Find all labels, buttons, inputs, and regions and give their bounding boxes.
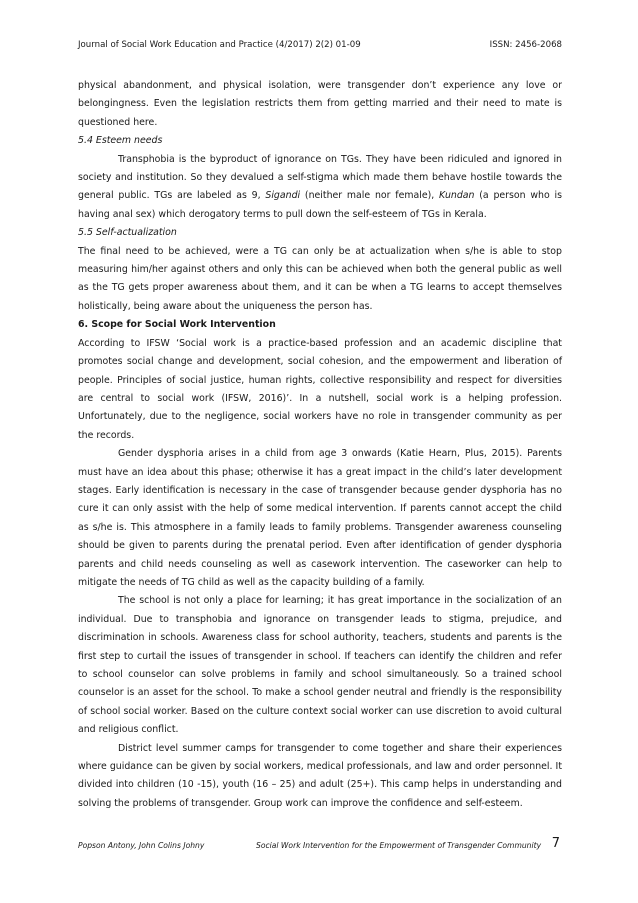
page-header: [78, 40, 562, 54]
footer-title: Social Work Intervention for the Empowerment of Transgender Community: [256, 841, 542, 850]
paragraph-esteem-needs: [78, 151, 562, 225]
footer-authors: Popson Antony, John Colins Johny: [78, 841, 205, 850]
paragraph-self-actualization: The final need to be achieved, were a TG can only be at actualization when s/he is able to stop measuring him/her against others and only this can be achieved when both the general public as well as the TG gets proper awareness about them, and it can be when a TG learns to accept themselves holistically, being aware about the uniqueness the person has.: [78, 245, 562, 312]
subheading-esteem-needs: 5.4 Esteem needs: [78, 135, 163, 147]
text-segment: Transphobia is the byproduct of ignorance on TGs. They have been ridiculed and ignored in society and institution. So they devalued a self-stigma which made them behave hostile towards the general public. TGs are labeled as 9,: [78, 153, 562, 202]
paragraph-summer-camps: District level summer camps for transgender to come together and share their experiences where guidance can be given by social workers, medical professionals, and law and order personnel. It divided into children (10 -15), youth (16 – 25) and adult (25+). This camp helps in understanding and solving the problems of transgender. Group work can improve the confidence and self-esteem.: [78, 742, 562, 809]
paragraph-school: The school is not only a place for learning; it has great importance in the socialization of an individual. Due to transphobia and ignorance on transgender leads to stigma, prejudice, and discrimination in schools. Awareness class for school authority, teachers, students and parents is the first step to curtail the issues of transgender in school. If teachers can identify the children and refer to school counselor can solve problems in family and school simultaneously. So a trained school counselor is an asset for the school. To make a school gender neutral and friendly is the responsibility of school social worker. Based on the culture context social worker can use discretion to avoid cultural and religious conflict.: [78, 595, 562, 736]
paragraph-gender-dysphoria: Gender dysphoria arises in a child from age 3 onwards (Katie Hearn, Plus, 2015). Parents must have an idea about this phase; otherwise it has a great impact in the child’s later development stages. Early identification is necessary in the case of transgender because gender dysphoria has no cure it can only assist with the help of some medical intervention. If parents cannot accept the child as s/he is. This atmosphere in a family leads to family problems. Transgender awareness counseling should be given to parents during the prenatal period. Even after identification of gender dysphoria parents and child needs counseling as well as casework intervention. The caseworker can help to mitigate the needs of TG child as well as the capacity building of a family.: [78, 448, 562, 588]
term-kundan: Kundan: [439, 190, 475, 202]
text-segment: (neither male nor female),: [300, 190, 440, 202]
journal-citation: Journal of Social Work Education and Practice (4/2017) 2(2) 01-09: [78, 40, 361, 50]
section-heading-scope: 6. Scope for Social Work Intervention: [78, 319, 276, 331]
paragraph-ifsw-definition: According to IFSW ‘Social work is a practice-based profession and an academic discipline that promotes social change and development, social cohesion, and the empowerment and liberation of people. Principles of social justice, human rights, collective responsibility and respect for diversities are central to social work (IFSW, 2016)’. In a nutshell, social work is a helping profession. Unfortunately, due to the negligence, social workers have no role in transgender community as per the records.: [78, 337, 562, 441]
paragraph-continuation: physical abandonment, and physical isolation, were transgender don’t experience any love or belongingness. Even the legislation restricts them from getting married and their need to mate is questioned here.: [78, 80, 562, 128]
issn-label: ISSN: 2456-2068: [489, 40, 562, 50]
text-segment: (a person who is having anal sex) which derogatory terms to pull down the self-esteem of TGs in Kerala.: [78, 190, 563, 220]
page-footer: [78, 838, 562, 854]
subheading-self-actualization: 5.5 Self-actualization: [78, 227, 177, 239]
term-sigandi: Sigandi: [265, 190, 301, 202]
page-number: 7: [551, 836, 560, 851]
article-body: [78, 77, 562, 813]
